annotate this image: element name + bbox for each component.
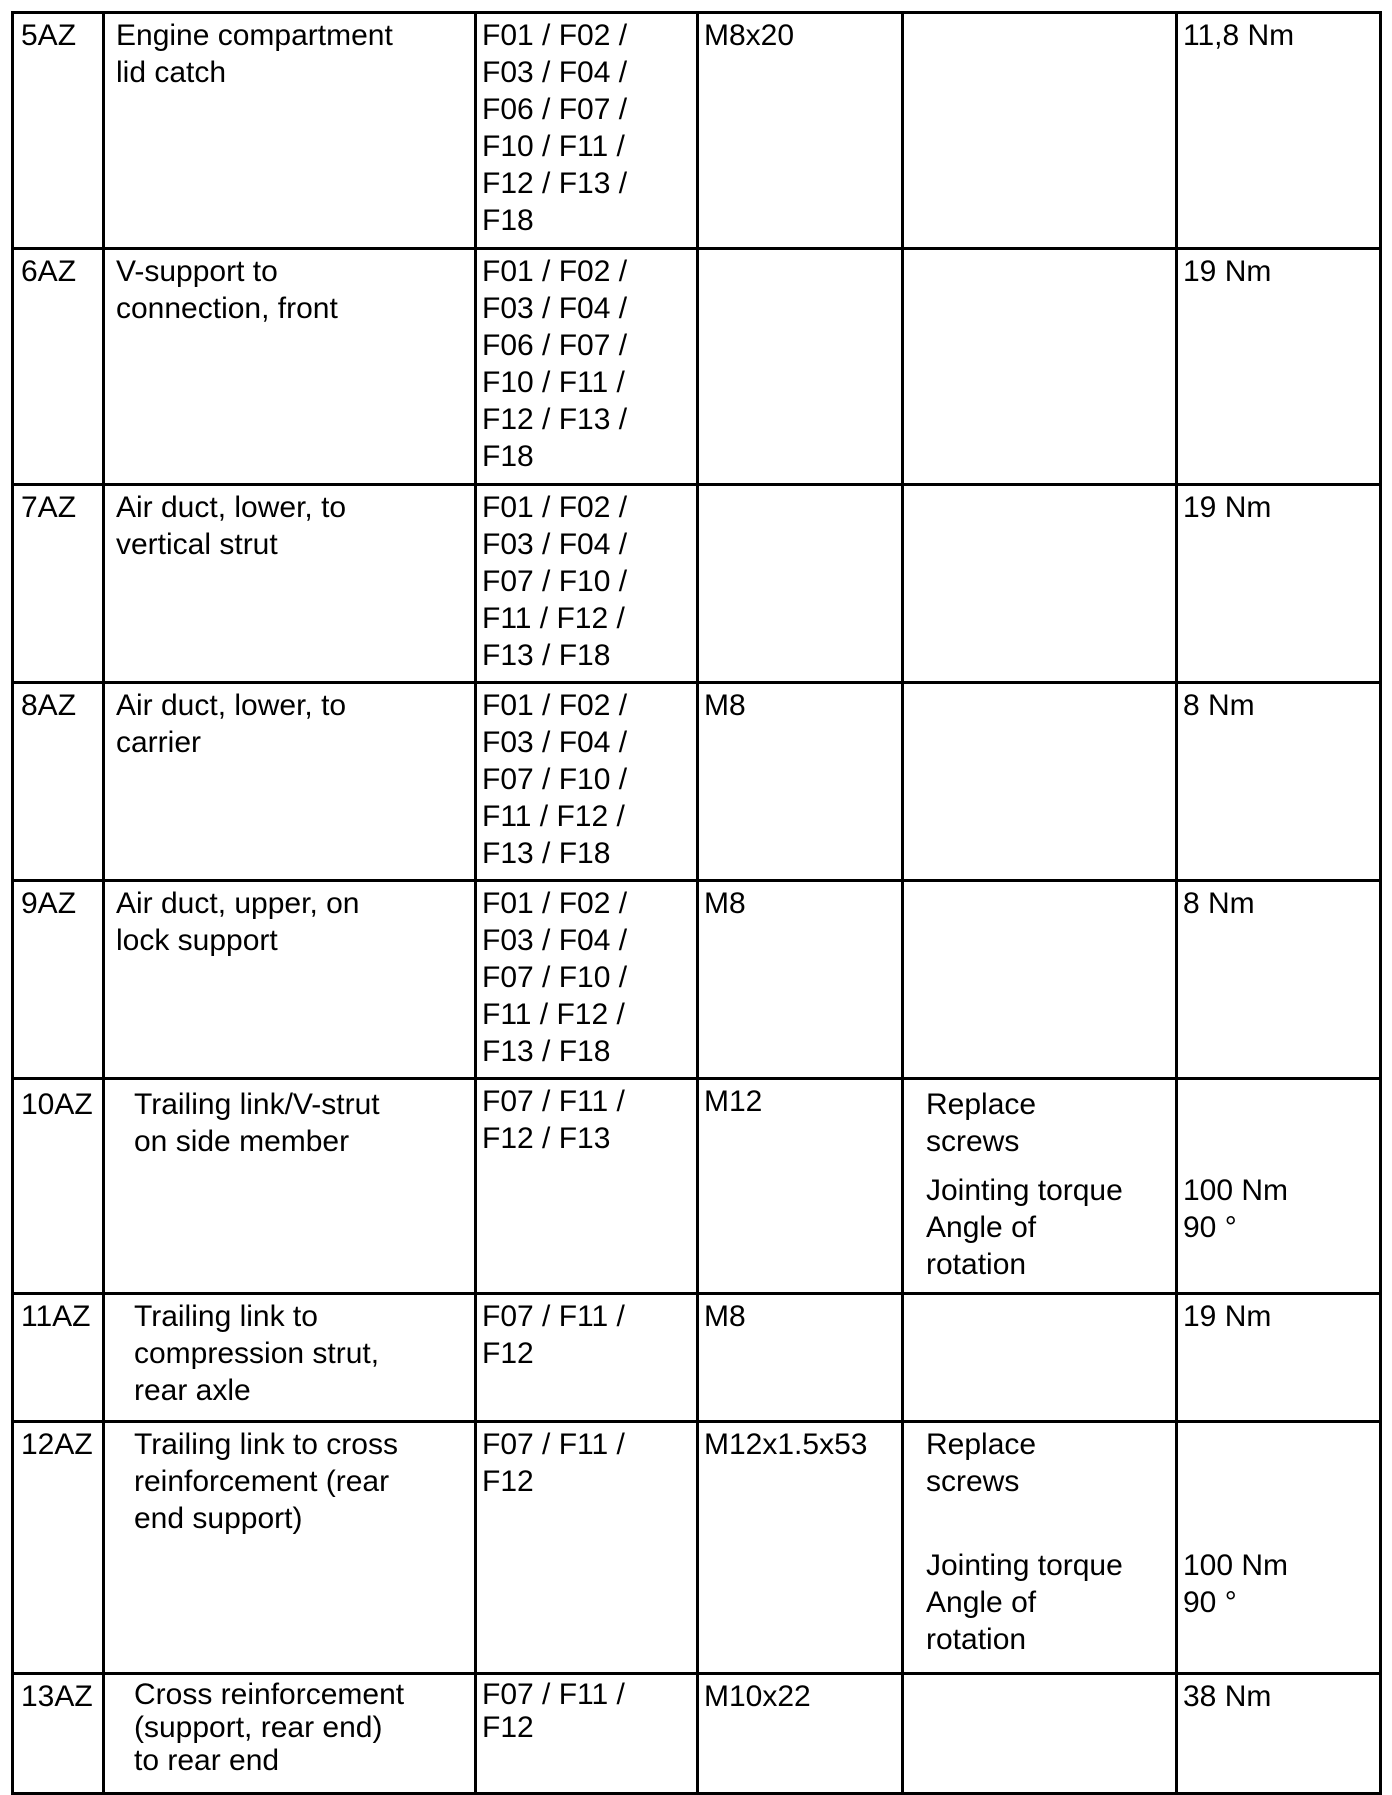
model-line: F13 / F18 xyxy=(482,1035,611,1068)
thread-cell xyxy=(698,1079,903,1294)
item-id-cell xyxy=(13,249,104,485)
model-line: F18 xyxy=(482,204,534,237)
description-line: reinforcement (rear xyxy=(134,1465,390,1498)
thread-cell xyxy=(698,881,903,1079)
model-line: F03 / F04 / xyxy=(482,528,628,561)
notes-cell xyxy=(903,13,1177,249)
replace-note: Replace xyxy=(926,1428,1037,1461)
replace-note: screws xyxy=(926,1125,1020,1158)
table-row xyxy=(13,1294,1381,1422)
model-line: F12 / F13 / xyxy=(482,403,628,436)
description-line: (support, rear end) xyxy=(134,1711,383,1744)
model-line: F13 / F18 xyxy=(482,639,611,672)
model-line: F11 / F12 / xyxy=(482,998,625,1031)
notes-cell xyxy=(903,1674,1177,1794)
item-id: 10AZ xyxy=(21,1088,93,1121)
model-line: F07 / F11 / xyxy=(482,1085,625,1118)
notes-cell xyxy=(903,881,1177,1079)
item-id: 7AZ xyxy=(21,491,77,524)
description-cell xyxy=(104,13,476,249)
item-id: 8AZ xyxy=(21,689,77,722)
description-line: Air duct, lower, to xyxy=(116,689,347,722)
model-line: F12 xyxy=(482,1711,534,1744)
model-line: F12 xyxy=(482,1465,534,1498)
model-line: F07 / F10 / xyxy=(482,961,628,994)
model-line: F03 / F04 / xyxy=(482,292,628,325)
thread-cell xyxy=(698,485,903,683)
torque-value: 8 Nm xyxy=(1183,887,1255,920)
thread-cell xyxy=(698,683,903,881)
item-id: 6AZ xyxy=(21,255,77,288)
model-line: F03 / F04 / xyxy=(482,924,628,957)
model-line: F01 / F02 / xyxy=(482,491,628,524)
description-cell xyxy=(104,881,476,1079)
model-line: F12 / F13 / xyxy=(482,167,628,200)
item-id-cell xyxy=(13,1079,104,1294)
model-line: F07 / F10 / xyxy=(482,565,628,598)
torque-value: 38 Nm xyxy=(1183,1680,1272,1713)
description-cell xyxy=(104,1422,476,1674)
item-id: 13AZ xyxy=(21,1680,93,1713)
model-line: F11 / F12 / xyxy=(482,602,625,635)
model-line: F07 / F11 / xyxy=(482,1678,625,1711)
torque-cell xyxy=(1177,13,1381,249)
description-cell xyxy=(104,249,476,485)
replace-note: screws xyxy=(926,1465,1020,1498)
angle-value: 90 ° xyxy=(1183,1211,1237,1244)
description-line: lock support xyxy=(116,924,278,957)
thread-value: M8 xyxy=(704,689,746,722)
item-id: 5AZ xyxy=(21,19,77,52)
torque-cell xyxy=(1177,1422,1381,1674)
description-cell xyxy=(104,1674,476,1794)
thread-value xyxy=(699,486,901,489)
model-line: F06 / F07 / xyxy=(482,93,628,126)
replace-note: Replace xyxy=(926,1088,1037,1121)
jointing-torque-label: Jointing torque xyxy=(926,1174,1123,1207)
models-cell xyxy=(476,1079,698,1294)
model-line: F01 / F02 / xyxy=(482,887,628,920)
thread-value: M8 xyxy=(704,1300,746,1333)
item-id-cell xyxy=(13,683,104,881)
model-line: F06 / F07 / xyxy=(482,329,628,362)
notes-cell xyxy=(903,1294,1177,1422)
thread-value xyxy=(699,250,901,253)
description-line: Trailing link to xyxy=(134,1300,318,1333)
table-row xyxy=(13,249,1381,485)
description-cell xyxy=(104,683,476,881)
item-id-cell xyxy=(13,881,104,1079)
model-line: F07 / F11 / xyxy=(482,1300,625,1333)
model-line: F11 / F12 / xyxy=(482,800,625,833)
model-line: F03 / F04 / xyxy=(482,726,628,759)
table-row xyxy=(13,683,1381,881)
description-line: V-support to xyxy=(116,255,278,288)
model-line: F18 xyxy=(482,440,534,473)
description-line: Trailing link to cross xyxy=(134,1428,398,1461)
torque-cell xyxy=(1177,683,1381,881)
jointing-torque-value: 100 Nm xyxy=(1183,1549,1289,1582)
torque-cell xyxy=(1177,249,1381,485)
model-line: F10 / F11 / xyxy=(482,130,625,163)
table-row xyxy=(13,13,1381,249)
model-line: F10 / F11 / xyxy=(482,366,625,399)
angle-label: Angle of xyxy=(926,1211,1037,1244)
description-cell xyxy=(104,1079,476,1294)
description-line: to rear end xyxy=(134,1744,280,1777)
thread-value: M12 xyxy=(704,1085,763,1118)
table-row xyxy=(13,1674,1381,1794)
thread-cell xyxy=(698,1674,903,1794)
description-line: carrier xyxy=(116,726,202,759)
thread-value: M8x20 xyxy=(704,19,795,52)
description-cell xyxy=(104,1294,476,1422)
item-id-cell xyxy=(13,485,104,683)
table-row xyxy=(13,485,1381,683)
jointing-torque-label: Jointing torque xyxy=(926,1549,1123,1582)
thread-cell xyxy=(698,1422,903,1674)
description-line: lid catch xyxy=(116,56,227,89)
notes-cell xyxy=(903,485,1177,683)
model-line: F12 / F13 xyxy=(482,1122,611,1155)
item-id: 11AZ xyxy=(21,1300,91,1333)
torque-cell xyxy=(1177,485,1381,683)
description-line: Air duct, lower, to xyxy=(116,491,347,524)
torque-cell xyxy=(1177,1294,1381,1422)
model-line: F01 / F02 / xyxy=(482,689,628,722)
jointing-torque-value: 100 Nm xyxy=(1183,1174,1289,1207)
table-row xyxy=(13,1422,1381,1674)
description-line: end support) xyxy=(134,1502,303,1535)
angle-label: rotation xyxy=(926,1623,1027,1656)
notes-cell xyxy=(903,683,1177,881)
notes-cell xyxy=(903,1422,1177,1674)
thread-cell xyxy=(698,249,903,485)
torque-value: 19 Nm xyxy=(1183,255,1272,288)
models-cell xyxy=(476,683,698,881)
item-id-cell xyxy=(13,1294,104,1422)
model-line: F07 / F10 / xyxy=(482,763,628,796)
item-id: 12AZ xyxy=(21,1428,93,1461)
models-cell xyxy=(476,1294,698,1422)
angle-label: rotation xyxy=(926,1248,1027,1281)
description-line: Engine compartment xyxy=(116,19,393,52)
model-line: F12 xyxy=(482,1337,534,1370)
description-line: Cross reinforcement xyxy=(134,1678,405,1711)
table-row xyxy=(13,1079,1381,1294)
description-line: Trailing link/V-strut xyxy=(134,1088,380,1121)
angle-value: 90 ° xyxy=(1183,1586,1237,1619)
model-line: F13 / F18 xyxy=(482,837,611,870)
item-id-cell xyxy=(13,1422,104,1674)
torque-cell xyxy=(1177,1674,1381,1794)
thread-cell xyxy=(698,13,903,249)
torque-value: 11,8 Nm xyxy=(1183,19,1295,52)
thread-value: M12x1.5x53 xyxy=(704,1428,868,1461)
thread-value: M10x22 xyxy=(704,1680,811,1713)
model-line: F01 / F02 / xyxy=(482,19,628,52)
torque-value: 19 Nm xyxy=(1183,1300,1272,1333)
torque-value: 19 Nm xyxy=(1183,491,1272,524)
notes-cell xyxy=(903,249,1177,485)
item-id: 9AZ xyxy=(21,887,77,920)
angle-label: Angle of xyxy=(926,1586,1037,1619)
model-line: F03 / F04 / xyxy=(482,56,628,89)
item-id-cell xyxy=(13,1674,104,1794)
description-line: rear axle xyxy=(134,1374,251,1407)
models-cell xyxy=(476,485,698,683)
models-cell xyxy=(476,1674,698,1794)
description-line: connection, front xyxy=(116,292,338,325)
torque-value: 8 Nm xyxy=(1183,689,1255,722)
model-line: F07 / F11 / xyxy=(482,1428,625,1461)
item-id-cell xyxy=(13,13,104,249)
torque-cell xyxy=(1177,1079,1381,1294)
thread-value: M8 xyxy=(704,887,746,920)
models-cell xyxy=(476,881,698,1079)
torque-cell xyxy=(1177,881,1381,1079)
models-cell xyxy=(476,13,698,249)
torque-spec-table xyxy=(11,11,1382,1795)
models-cell xyxy=(476,1422,698,1674)
thread-cell xyxy=(698,1294,903,1422)
description-cell xyxy=(104,485,476,683)
table-row xyxy=(13,881,1381,1079)
description-line: compression strut, xyxy=(134,1337,380,1370)
notes-cell xyxy=(903,1079,1177,1294)
models-cell xyxy=(476,249,698,485)
description-line: on side member xyxy=(134,1125,350,1158)
description-line: vertical strut xyxy=(116,528,278,561)
description-line: Air duct, upper, on xyxy=(116,887,360,920)
model-line: F01 / F02 / xyxy=(482,255,628,288)
